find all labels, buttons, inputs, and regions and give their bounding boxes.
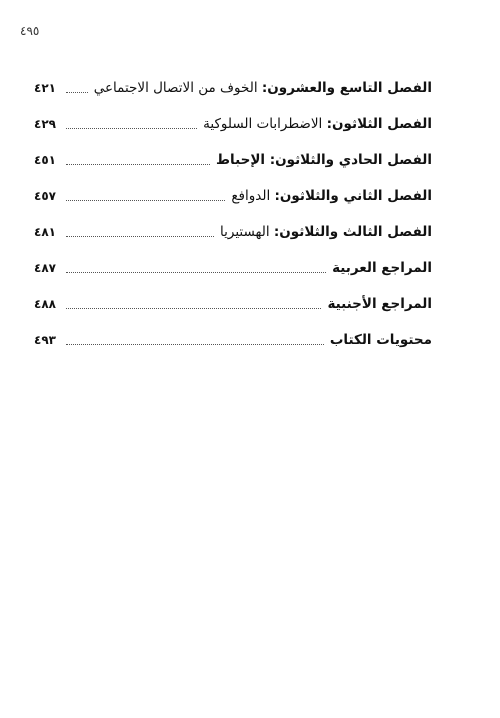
toc-entry-title xyxy=(216,151,432,169)
toc-entry-subtitle: الدوافع xyxy=(231,188,275,204)
toc-entry-title xyxy=(94,79,432,97)
toc-entry xyxy=(34,286,432,322)
dot-leader xyxy=(66,164,210,165)
toc-entry-page: ٤٩٣ xyxy=(34,333,56,347)
toc-entry xyxy=(34,142,432,178)
toc-entry xyxy=(34,70,432,106)
toc-entry-page: ٤٥١ xyxy=(34,153,56,167)
toc-entry-title xyxy=(231,187,432,205)
toc-entry-page: ٤٢١ xyxy=(34,81,56,95)
toc-entry xyxy=(34,178,432,214)
toc-entry xyxy=(34,250,432,286)
toc-entry-main: محتويات الكتاب xyxy=(329,332,432,348)
dot-leader xyxy=(66,272,326,273)
dot-leader xyxy=(66,308,321,309)
toc-entry-main: الفصل الثالث والثلاثون: xyxy=(273,224,432,240)
toc-entry-subtitle: الهستيريا xyxy=(220,224,274,240)
toc-entry-title xyxy=(327,295,432,313)
toc-entry-title xyxy=(330,331,432,349)
toc-entry-title xyxy=(332,259,432,277)
toc-entry-page: ٤٥٧ xyxy=(34,189,56,203)
table-of-contents xyxy=(34,70,432,358)
dot-leader xyxy=(66,128,197,129)
toc-entry-main: الفصل الحادي والثلاثون: الإحباط xyxy=(216,152,432,168)
dot-leader xyxy=(66,92,88,93)
toc-entry-subtitle: الخوف من الاتصال الاجتماعي xyxy=(93,80,262,96)
toc-entry-main: الفصل الثاني والثلاثون: xyxy=(274,188,432,204)
toc-entry xyxy=(34,106,432,142)
toc-entry-page: ٤٨٧ xyxy=(34,261,56,275)
dot-leader xyxy=(66,200,225,201)
toc-entry-title xyxy=(203,115,432,133)
toc-entry-title xyxy=(220,223,432,241)
toc-entry-main: المراجع العربية xyxy=(332,260,432,276)
toc-entry xyxy=(34,214,432,250)
toc-entry xyxy=(34,322,432,358)
dot-leader xyxy=(66,236,214,237)
toc-entry-page: ٤٢٩ xyxy=(34,117,56,131)
page-number: ٤٩٥ xyxy=(20,24,40,38)
toc-entry-main: الفصل الثلاثون: xyxy=(326,116,432,132)
dot-leader xyxy=(66,344,324,345)
toc-entry-main: المراجع الأجنبية xyxy=(327,296,432,312)
toc-entry-page: ٤٨١ xyxy=(34,225,56,239)
toc-entry-page: ٤٨٨ xyxy=(34,297,56,311)
toc-entry-subtitle: الاضطرابات السلوكية xyxy=(203,116,327,132)
toc-entry-main: الفصل التاسع والعشرون: xyxy=(261,80,432,96)
